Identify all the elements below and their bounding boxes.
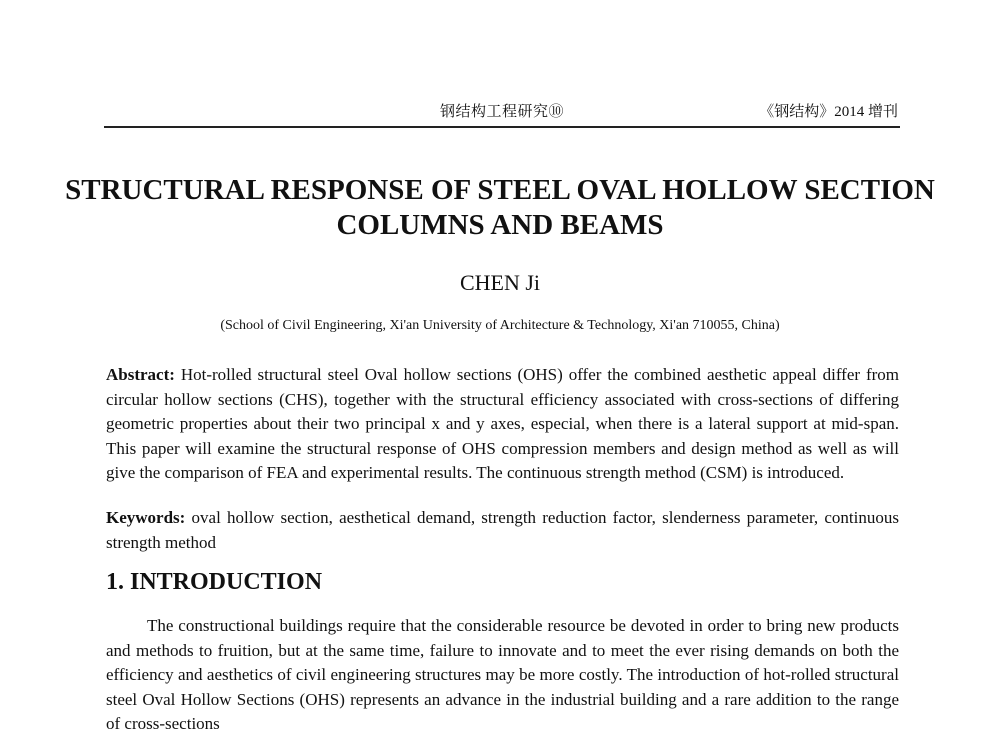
journal-issue: 《钢结构》2014 增刊	[759, 104, 898, 120]
abstract	[106, 363, 899, 486]
keywords-text: oval hollow section, aesthetical demand, strength reduction factor, slenderness parameter, continuous strength method	[106, 508, 899, 552]
keywords	[106, 506, 899, 555]
journal-series: 钢结构工程研究⑩	[440, 104, 565, 120]
paper-title: STRUCTURAL RESPONSE OF STEEL OVAL HOLLOW SECTION COLUMNS AND BEAMS	[65, 174, 935, 241]
section-heading: 1. INTRODUCTION	[106, 569, 323, 595]
abstract-label: Abstract:	[106, 365, 175, 384]
author-affiliation: (School of Civil Engineering, Xi'an University of Architecture & Technology, Xi'an 710055, China)	[220, 318, 780, 333]
running-header	[104, 92, 900, 128]
author-name: CHEN Ji	[459, 270, 541, 295]
abstract-text: Hot-rolled structural steel Oval hollow sections (OHS) offer the combined aesthetic appeal differ from circular hollow sections (CHS), together with the structural efficiency associated with cross-sections of differing geometric properties about their two principal x and y axes, especial, when there is a lateral support at mid-span. This paper will examine the structural response of OHS compression members and design method as well as will give the comparison of FEA and experimental results. The continuous strength method (CSM) is introduced.	[106, 365, 899, 482]
keywords-label: Keywords:	[106, 508, 186, 527]
introduction-paragraph: The constructional buildings require that the considerable resource be devoted in order to bring new products and methods to fruition, but at the same time, failure to innovate and to meet the ever rising demands on both the efficiency and aesthetics of civil engineering structures may be more costly. The introduction of hot-rolled structural steel Oval Hollow Sections (OHS) represents an advance in the industrial building and a rare addition to the range of cross-sections	[106, 616, 899, 733]
